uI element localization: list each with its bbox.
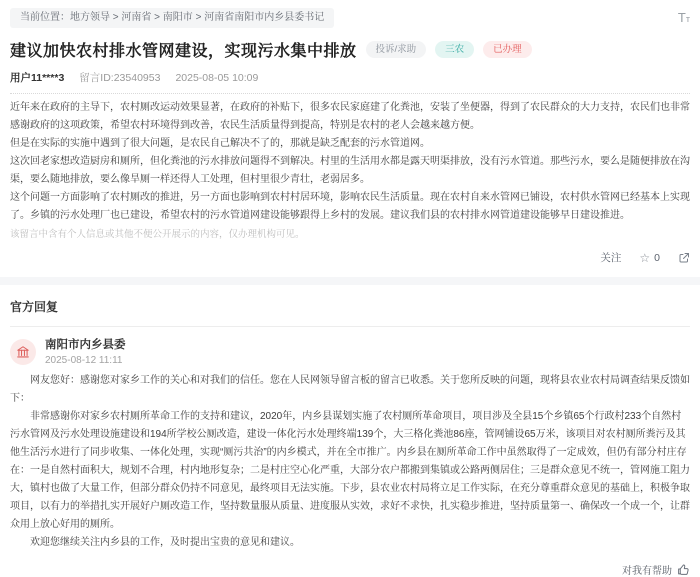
reply-author-block [45, 339, 126, 366]
post-date: 2025-08-05 10:09 [175, 72, 259, 84]
post-body [10, 99, 690, 225]
title-row [10, 38, 690, 61]
username: 用户11****3 [10, 72, 65, 84]
post-paragraph: 近年来在政府的主导下，农村厕改运动效果显著，在政府的补贴下，很多农民家庭建了化粪池，安装了坐便器，得到了农民群众的大力支持，农民们也非常感谢政府的这项政策，希望农村环境得到改善，农民生活质量得到提高，特别是农村的老人会越来越方便。 [10, 102, 690, 131]
share-icon [678, 252, 690, 264]
breadcrumb[interactable] [10, 8, 334, 28]
font-size-icon[interactable] [678, 10, 690, 25]
post-paragraph: 这个问题一方面影响了农村厕改的推进，另一方面也影响到农村村居环境，影响农民生活质量。现在农村自来水管网已铺设，农村供水管网已经基本上实现了。乡镇的污水处理厂也已建设，希望农村的污水管道网建设能够跟得上乡村的发展。建议我们县的农村排水网管道建设能够早日建设推进。 [10, 192, 690, 221]
reply-body [10, 372, 690, 552]
reply-head [10, 339, 690, 366]
breadcrumb-label: 当前位置： [20, 12, 70, 23]
post-actions [10, 250, 690, 265]
star-button[interactable] [639, 252, 660, 264]
reply-paragraph: 欢迎您继续关注内乡县的工作，及时提出宝贵的意见和建议。 [30, 537, 300, 548]
dotted-divider [10, 93, 690, 94]
avatar [10, 339, 36, 365]
tag-gray: 投诉/求助 [366, 41, 427, 58]
reply-paragraph: 非常感谢你对家乡农村厕所革命工作的支持和建议，2020年，内乡县谋划实施了农村厕所革命项目，项目涉及全县15个乡镇65个行政村233个自然村污水管网及污水处理设施建设和194所学校公厕改造，建设一体化污水处理终端139个，大三格化粪池86座，管网铺设65万米，该项目对农村厕所粪污及其他生活污水进行了同步收集、一体化处理，实现“厕污共治”的内乡模式，并在全市推广。内乡县在厕所革命工作中虽然取得了一定成效，但仍有部分村庄存在：一是自然村面积大，规划不合理，村内地形复杂；二是村庄空心化严重，大部分农户都搬到集镇或公路两侧居住；三是群众意见不统一，管网施工阻力大，镇村也做了大量工作，但部分群众仍持不同意见，最终项目无法实施。下步，县农业农村局将立足工作实际，在充分尊重群众意见的基础上，积极争取项目，以有力的举措扎实开展好户厕改造工作，坚持数量服从质量、进度服从实效，求好不求快，扎实稳步推进，坚持质量第一、确保改一个成一个，让群众用上放心好用的厕所。 [10, 411, 690, 530]
font-size-small-t: т [685, 14, 690, 24]
tag-red: 已办理 [483, 41, 532, 58]
section-separator [0, 277, 700, 285]
post-meta [10, 70, 690, 85]
follow-button[interactable] [600, 250, 621, 265]
tag-list [366, 41, 532, 58]
top-bar [10, 8, 690, 28]
reply-divider [10, 326, 690, 327]
star-icon: ☆ [639, 250, 651, 265]
breadcrumb-path[interactable]: 地方领导 > 河南省 > 南阳市 > 河南省南阳市内乡县委书记 [70, 12, 325, 23]
tag-teal: 三农 [435, 41, 474, 58]
thumbs-up-icon [677, 563, 690, 576]
helpful-label: 对我有帮助 [622, 566, 672, 577]
star-count: 0 [654, 251, 660, 264]
reply-date: 2025-08-12 11:11 [45, 355, 123, 366]
helpful-button[interactable] [10, 562, 690, 577]
reply-author: 南阳市内乡县委 [45, 339, 126, 351]
privacy-note: 该留言中含有个人信息或其他不便公开展示的内容，仅办理机构可见。 [10, 229, 305, 240]
post-paragraph: 这次回老家想改造厨房和厕所，但化粪池的污水排放问题得不到解决。村里的生活用水都是露天明渠排放，没有污水管道。那些污水，要么是随便排放在沟渠，要么随地排放，要么像旱厕一样还得人工处理，但村里很少青壮，老弱居多。 [10, 156, 690, 185]
share-button[interactable] [678, 252, 690, 264]
message-id: 留言ID:23540953 [79, 72, 161, 84]
government-building-icon [16, 345, 30, 359]
reply-paragraph: 网友您好：感谢您对家乡工作的关心和对我们的信任。您在人民网领导留言板的留言已收悉。关于您所反映的问题，现将县农业农村局调查结果反馈如下： [10, 375, 690, 404]
page-title: 建议加快农村排水管网建设，实现污水集中排放 [10, 43, 357, 60]
follow-label: 关注 [600, 252, 622, 264]
font-size-big-t: T [677, 10, 686, 25]
official-reply-header: 官方回复 [10, 300, 59, 314]
post-paragraph: 但是在实际的实施中遇到了很大问题，是农民自己解决不了的，那就是缺乏配套的污水管道网。 [10, 138, 430, 149]
